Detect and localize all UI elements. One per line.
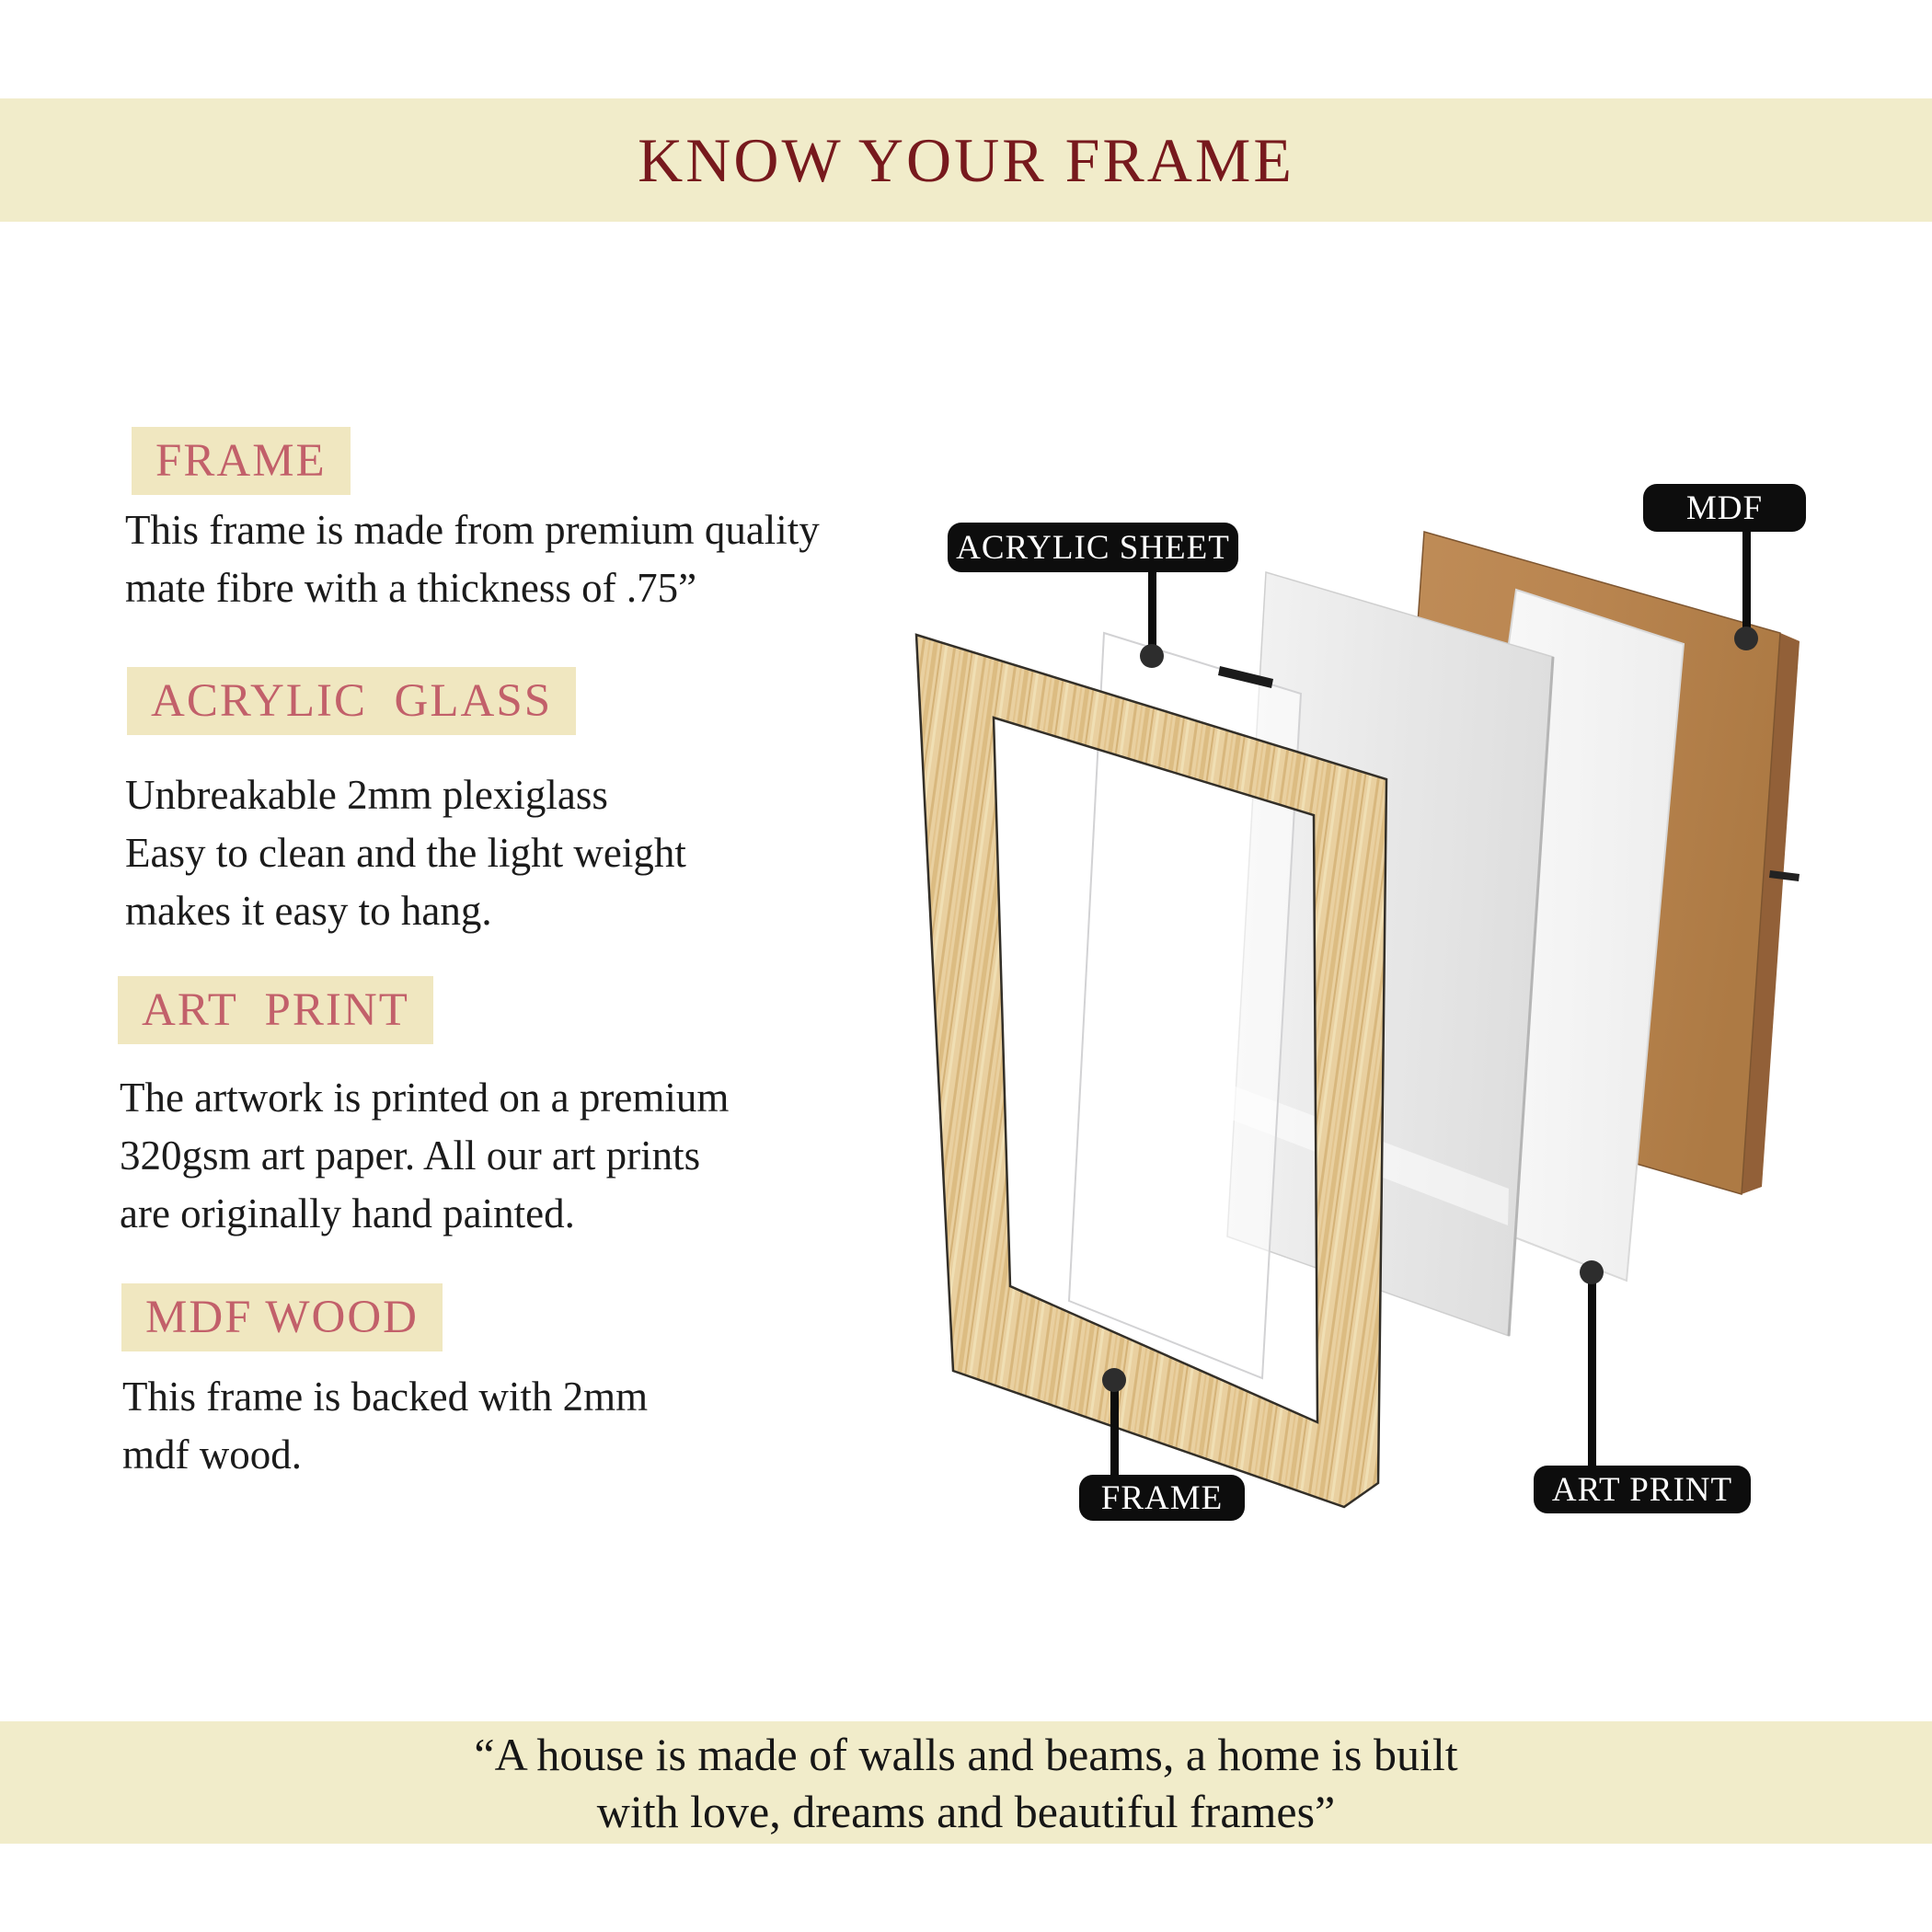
body-line: are originally hand painted. (120, 1190, 575, 1236)
heading-highlight-mdf-wood: MDF WOOD (121, 1283, 443, 1351)
body-line: This frame is made from premium quality (125, 507, 820, 553)
mdf-leader-dot (1734, 627, 1758, 650)
quote-line-2: with love, dreams and beautiful frames” (596, 1785, 1336, 1837)
body-line: This frame is backed with 2mm (122, 1374, 649, 1420)
body-line: 320gsm art paper. All our art prints (120, 1133, 701, 1179)
quote-line-1: “A house is made of walls and beams, a home is built (474, 1728, 1458, 1780)
body-line: mate fibre with a thickness of .75” (125, 565, 697, 611)
callout-art-print: ART PRINT (1534, 1466, 1751, 1513)
body-line: mdf wood. (122, 1432, 302, 1478)
callout-mdf: MDF (1643, 484, 1806, 532)
body-line: Unbreakable 2mm plexiglass (125, 772, 608, 818)
heading-highlight-frame: FRAME (132, 427, 351, 495)
art-print-leader-dot (1580, 1260, 1604, 1284)
frame-leader-line (1110, 1380, 1119, 1481)
heading-highlight-art-print: ART PRINT (118, 976, 433, 1044)
body-line: Easy to clean and the light weight (125, 830, 686, 876)
frame-leader-dot (1102, 1368, 1126, 1392)
callout-frame: FRAME (1079, 1475, 1245, 1521)
art-print-leader-line (1588, 1274, 1596, 1469)
heading-highlight-acrylic-glass: ACRYLIC GLASS (127, 667, 576, 735)
page-title: KNOW YOUR FRAME (638, 124, 1294, 195)
acrylic-leader-dot (1140, 644, 1164, 668)
body-line: The artwork is printed on a premium (120, 1075, 730, 1121)
quote-band (0, 1721, 1932, 1844)
callout-acrylic-sheet: ACRYLIC SHEET (948, 523, 1238, 572)
body-line: makes it easy to hang. (125, 888, 492, 934)
mdf-leader-line (1742, 526, 1751, 638)
